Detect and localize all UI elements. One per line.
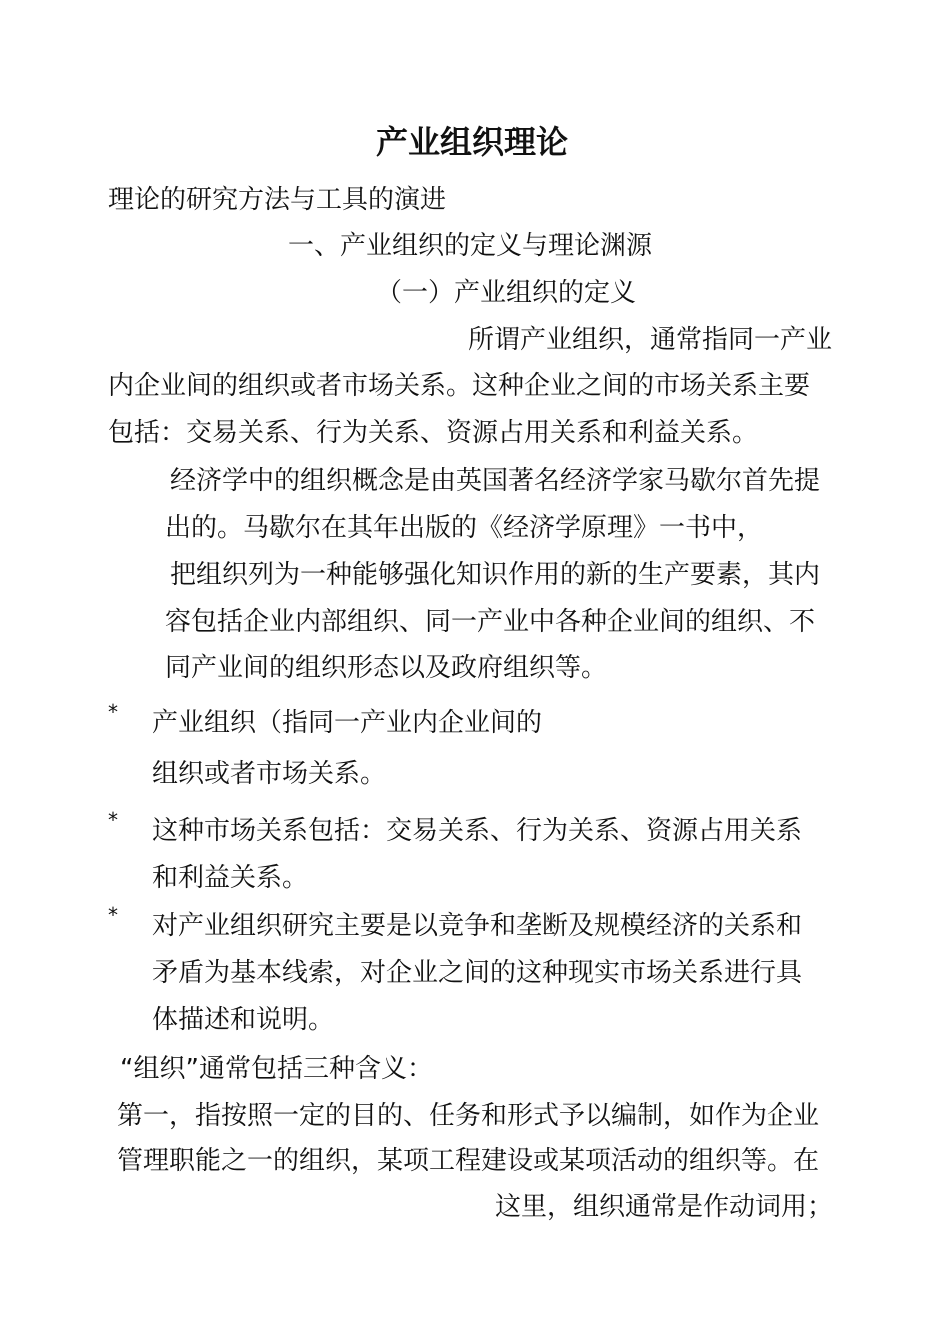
marshall-line: 同产业间的组织形态以及政府组织等。: [165, 653, 608, 683]
bullet-line: 体描述和说明。: [152, 1005, 335, 1035]
bullet-line: 对产业组织研究主要是以竞争和垄断及规模经济的关系和: [152, 911, 803, 941]
subtitle: 理论的研究方法与工具的演进: [108, 185, 447, 215]
bullet-line: 矛盾为基本线索，对企业之间的这种现实市场关系进行具: [152, 958, 803, 988]
marshall-line: 把组织列为一种能够强化知识作用的新的生产要素，其内: [170, 560, 821, 590]
bullet-line: 产业组织（指同一产业内企业间的: [152, 708, 543, 738]
first-meaning-line: 这里，组织通常是作动词用；: [495, 1192, 834, 1222]
definition-line: 包括：交易关系、行为关系、资源占用关系和利益关系。: [108, 418, 759, 448]
definition-line: 所谓产业组织，通常指同一产业: [468, 325, 833, 355]
bullet-line: 组织或者市场关系。: [152, 759, 387, 789]
subsection-heading: （一）产业组织的定义: [376, 278, 637, 308]
marshall-line: 容包括企业内部组织、同一产业中各种企业间的组织、不: [165, 607, 816, 637]
bullet-line: 和利益关系。: [152, 863, 309, 893]
section-heading: 一、产业组织的定义与理论渊源: [288, 231, 653, 261]
marshall-line: 经济学中的组织概念是由英国著名经济学家马歇尔首先提: [170, 466, 821, 496]
page-title: 产业组织理论: [376, 123, 569, 161]
bullet-marker-icon: *: [108, 808, 118, 832]
bullet-marker-icon: *: [108, 700, 118, 724]
meaning-intro: “组织”通常包括三种含义：: [120, 1054, 433, 1084]
marshall-line: 出的。马歇尔在其年出版的《经济学原理》一书中，: [165, 513, 764, 543]
definition-line: 内企业间的组织或者市场关系。这种企业之间的市场关系主要: [108, 371, 811, 401]
first-meaning-line: 管理职能之一的组织，某项工程建设或某项活动的组织等。在: [117, 1146, 820, 1176]
bullet-marker-icon: *: [108, 903, 118, 927]
first-meaning-line: 第一，指按照一定的目的、任务和形式予以编制，如作为企业: [117, 1101, 820, 1131]
bullet-line: 这种市场关系包括：交易关系、行为关系、资源占用关系: [152, 816, 803, 846]
